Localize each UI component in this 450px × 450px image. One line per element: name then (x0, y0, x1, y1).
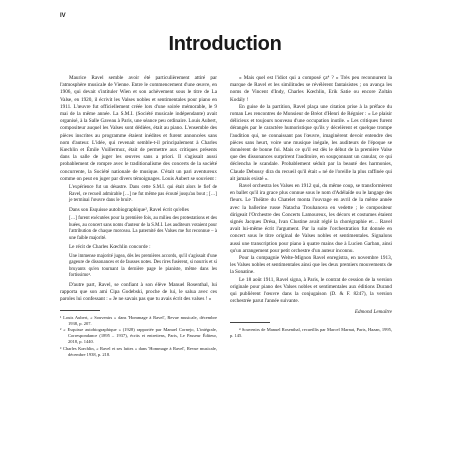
page-number: IV (60, 13, 66, 19)
author-signature: Edmond Lemaître (354, 308, 392, 315)
footnote-rule (60, 310, 100, 311)
paragraph: Maurice Ravel semble avoir été particulièrement attiré par l'atmosphère musicale de Vienne. Entre le commencement d'une œuvre, en 1906, qui devait s'intituler Wien et son achèvement sous le titre de La Valse, en 1920, il écrivit les Valses nobles et sentimentales pour piano en 1911. L'œuvre fut officiellement créée lors d'une soirée mémorable, le 9 mai de la même année. La S.M.I. (Société musicale indépendante) avait organisé, à la Salle Gaveau à Paris, une séance peu ordinaire. Louis Aubert, compositeur auquel les Valses sont dédiées, était au piano. L'ensemble des pièces inscrites au programme étaient inédites et furent annoncées sans nom d'auteur. L'idée, qui revenait semble-t-il principalement à Charles Kœchlin et Émile Vuillermoz, était de permettre aux critiques présents dans la salle de juger les œuvres sans a priori. Il s'agissait aussi probablement de rompre avec le traditionalisme des concerts de la société concurrente, la Société nationale de musique. C'était un pari aventureux comme on peut en juger par divers témoignages. Louis Aubert se souvient : (60, 75, 217, 182)
block-quote: L'expérience fut un désastre. Dans cette S.M.I. qui était alors le fief de Ravel, ce recueil admirable […] ne fut même pas écouté jusqu'au bout ; […] je terminai l'œuvre dans le bruit¹. (69, 185, 217, 204)
paragraph: Pour la compagnie Welte-Mignon Ravel enregistra, en novembre 1913, les Valses nobles et sentimentales ainsi que les deux premiers mouvements de la Sonatine. (230, 255, 392, 276)
block-quote: Une immense majorité jugea, dès les premières accords, qu'il s'agissait d'une gageure de dissonances et de fausses notes. Des rires fusèrent, si nourris et si bruyants qu'en tournant la dernière page le pianiste, même dans les fortissimo³. (69, 253, 217, 279)
paragraph: « Mais quel est l'idiot qui a composé ça⁴ ? » Très peu reconnurent la marque de Ravel et les similitudes se révélèrent fantaisistes ; on avança les noms de Vincent d'Indy, Charles Kœchlin, Erik Satie ou encore Zoltán Kodály ! (230, 75, 392, 103)
footnote: ³ Charles Kœchlin, « Ravel et ses luttes » dans 'Hommage à Ravel', Revue musicale, décembre 1938, p. 218. (60, 345, 217, 357)
page-title: Introduction (168, 33, 282, 55)
footnote: ¹ Louis Aubert, « Souvenirs » dans 'Hommage à Ravel', Revue musicale, décembre 1938, p. 207. (60, 314, 217, 326)
paragraph: Le récit de Charles Kœchlin concorde : (69, 244, 151, 251)
footnote: ⁴ Souvenirs de Manuel Rosenthal, recueillis par Marcel Marnat, Paris, Hazan, 1995, p. 145. (230, 326, 392, 338)
paragraph: Dans son Esquisse autobiographique², Ravel écrit qu'elles (69, 206, 189, 213)
footnote-rule (230, 322, 270, 323)
paragraph: D'autre part, Ravel, se confiant à son élève Manuel Rosenthal, lui rapporta que son ami Cipa Godebski, proche de lui, le salua avec ces paroles lui confessant : « Je ne savais pas que tu avais écrit des valses ! » (60, 281, 217, 303)
paragraph: En guise de la partition, Ravel plaça une citation prise à la préface du roman Les rencontres de Monsieur de Bréot d'Henri de Régnier : « Le plaisir délicieux et toujours nouveau d'une occupation inutile. » Les critiques furent dérangés par le caractère humoristique qu'ils y décelèrent et quelque trompe l'audition qui, ne connaissant pas l'œuvre, imaginèrent devoir entendre des pièces sans heurt, voire une musique inégale, les auditeurs de l'époque se donnèrent de bonne foi. Mais ce qu'il est dès le début de la première Valse que des dissonances surprirent l'auditoire, en soupçonnant un canular, ce qui déclencha le scandale. Probablement séduit par la beauté des harmonies, Claude Debussy dira du recueil qu'il était « né de l'oreille la plus raffinée qui ait jamais existé ». (230, 103, 392, 182)
footnote: ² « Esquisse autobiographique » (1928) rapportée par Manuel Cornejo, L'intégrale, Correspondance (1895 – 1937), écrits et entretiens, Paris, Le Passeur Éditeur, 2018, p. 1440. (60, 327, 217, 345)
block-quote: […] furent exécutées pour la première fois, au milieu des protestations et des huées, au concert sans noms d'auteur de la S.M.I. Les auditeurs votaient pour l'attribution de chaque morceau. La paternité des Valses me fut reconnue – à une faible majorité. (69, 216, 217, 241)
paragraph: Ravel orchestra les Valses en 1912 qui, du même coup, se transformèrent en ballet qu'il ira grace plus connue sous le nom d'Adélaïde ou le langage des fleurs. Le Théâtre du Chatelet monta l'ouvrage en avril de la même année avec la ballerine russe Natacha Trouhanova en vedette ; le compositeur dirigeait l'Orchestre des Concerts Lamoureux, les décors et costumes étaient signés Jacques Drésa, Ivan Clustine avait réglé la chorégraphie et… Ravel avait lui-même écrit l'argument. Par la suite l'orchestration fut donnée en concert sous le titre original de Valses nobles et sentimentales. Signalons aussi une transcription pour piano à quatre mains due à Lucien Garban, ainsi qu'un arrangement pour petit orchestre d'un auteur inconnu. (230, 183, 392, 254)
right-column (230, 75, 392, 339)
left-column (60, 75, 217, 358)
paragraph: Le 18 août 1911, Ravel signa, à Paris, le contrat de cession de la version originale pour piano des Valses nobles et sentimentales aux éditions Durand qui publièrent l'œuvre dans la conjugaison (D. & F. 8247), la version orchestrée parut l'année suivante. (230, 276, 392, 305)
